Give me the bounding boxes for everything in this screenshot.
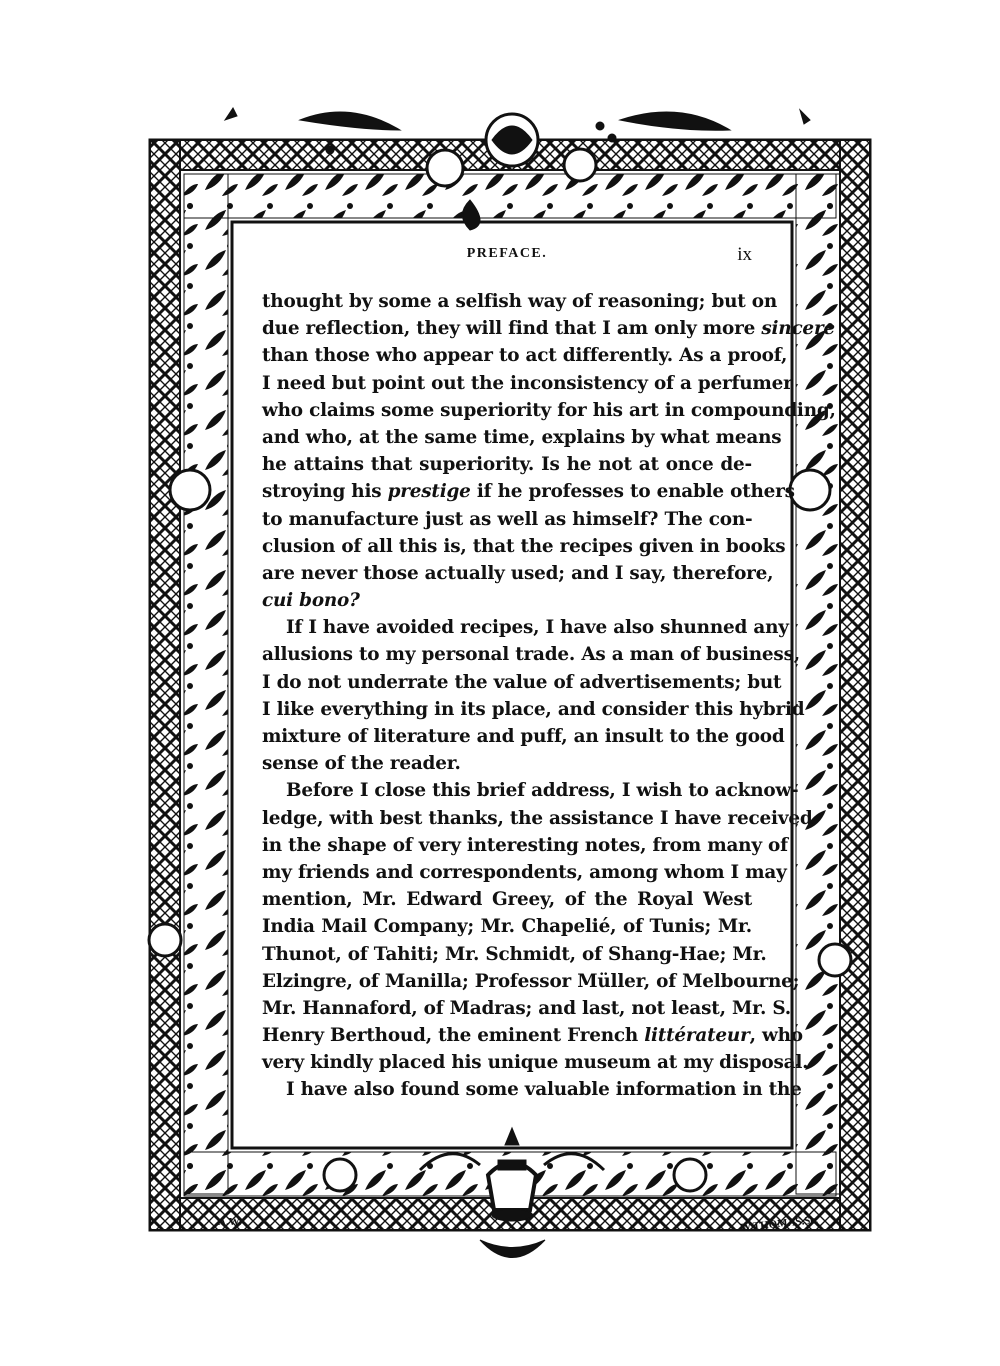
text-run: Mr. Hannaford, of Madras; and last, not least, Mr. S.	[262, 997, 791, 1019]
text-line	[262, 288, 778, 315]
text-run: thought by some a selfish way of reasoning; but on	[262, 291, 778, 312]
text-run: than those who appear to act differently. As a proof,	[262, 345, 788, 367]
paragraph-1	[262, 288, 836, 614]
text-run: Before I close this brief address, I wish to acknow-	[286, 780, 799, 802]
text-line	[262, 669, 782, 696]
italic-text: littérateur	[644, 1025, 750, 1047]
text-run: Thunot, of Tahiti; Mr. Schmidt, of Shang-Hae; Mr.	[262, 943, 767, 965]
text-line	[262, 560, 774, 587]
text-run: I do not underrate the value of advertisements; but	[262, 671, 782, 693]
text-run: due reflection, they will find that I am only more	[262, 318, 762, 340]
text-run: India Mail Company; Mr. Chapelié, of Tunis; Mr.	[262, 916, 752, 938]
text-line	[262, 1049, 809, 1076]
text-run: allusions to my personal trade. As a man of business,	[262, 644, 800, 666]
text-line	[262, 587, 752, 614]
text-line	[262, 1022, 803, 1049]
text-line	[262, 370, 793, 397]
text-line	[262, 832, 788, 859]
text-run: he attains that superiority. Is he not at once de-	[262, 454, 752, 476]
text-run: Elzingre, of Manilla; Professor Müller, of Melbourne;	[262, 970, 800, 992]
text-line	[262, 995, 791, 1022]
text-line	[262, 913, 752, 940]
text-line	[262, 805, 813, 832]
text-run: I like everything in its place, and consider this hybrid	[262, 698, 805, 720]
running-head: PREFACE.	[466, 246, 548, 261]
text-run: very kindly placed his unique museum at my disposal.	[262, 1052, 809, 1074]
text-line	[262, 424, 782, 451]
text-run: sense of the reader.	[262, 753, 461, 775]
paragraph-2	[262, 614, 805, 777]
text-line	[262, 859, 787, 886]
text-run: my friends and correspondents, among whom I may	[262, 861, 787, 883]
text-line	[262, 723, 785, 750]
text-run: to manufacture just as well as himself? The con-	[262, 508, 753, 530]
engraver-signature-left: A.W.	[218, 1216, 242, 1228]
text-run: Henry Berthoud, the eminent French	[262, 1025, 645, 1047]
text-run: stroying his	[262, 481, 388, 503]
paragraph-3	[262, 777, 813, 1076]
text-line	[262, 750, 752, 777]
text-line	[262, 777, 799, 804]
text-line	[262, 506, 752, 533]
text-line	[262, 941, 767, 968]
text-line	[262, 451, 752, 478]
engraver-signature-right: W.THOMAS.Sc.	[739, 1213, 819, 1235]
text-run: mention, Mr. Edward Greey, of the Royal West	[262, 889, 752, 911]
italic-text: cui bono?	[262, 590, 360, 612]
text-line	[262, 533, 786, 560]
text-line	[262, 886, 752, 913]
italic-text: sincere	[761, 318, 835, 340]
page-header	[262, 246, 752, 268]
text-line	[262, 614, 789, 641]
text-run: who claims some superiority for his art in compounding,	[262, 399, 836, 421]
text-run: If I have avoided recipes, I have also shunned any	[286, 617, 789, 639]
text-run: clusion of all this is, that the recipes given in books	[262, 535, 786, 557]
text-run: are never those actually used; and I say, therefore,	[262, 562, 774, 584]
text-line	[262, 397, 836, 424]
paragraph-4	[262, 1076, 802, 1103]
text-line	[262, 641, 800, 668]
text-run: and who, at the same time, explains by what means	[262, 426, 782, 448]
text-run: mixture of literature and puff, an insult to the good	[262, 726, 785, 747]
text-run: I need but point out the inconsistency of a perfumer	[262, 372, 793, 394]
text-line	[262, 315, 835, 342]
text-run: ledge, with best thanks, the assistance I have received	[262, 807, 813, 829]
text-run: I have also found some valuable information in the	[286, 1079, 802, 1101]
text-run: if he professes to enable others	[470, 481, 795, 503]
text-run: , who	[749, 1025, 803, 1047]
page-number: ix	[737, 244, 752, 265]
text-line	[262, 696, 805, 723]
italic-text: prestige	[387, 481, 471, 503]
text-run: in the shape of very interesting notes, from many of	[262, 834, 788, 856]
text-line	[262, 1076, 802, 1103]
text-line	[262, 478, 795, 505]
text-line	[262, 968, 800, 995]
text-line	[262, 342, 788, 369]
body-text	[262, 288, 836, 1104]
